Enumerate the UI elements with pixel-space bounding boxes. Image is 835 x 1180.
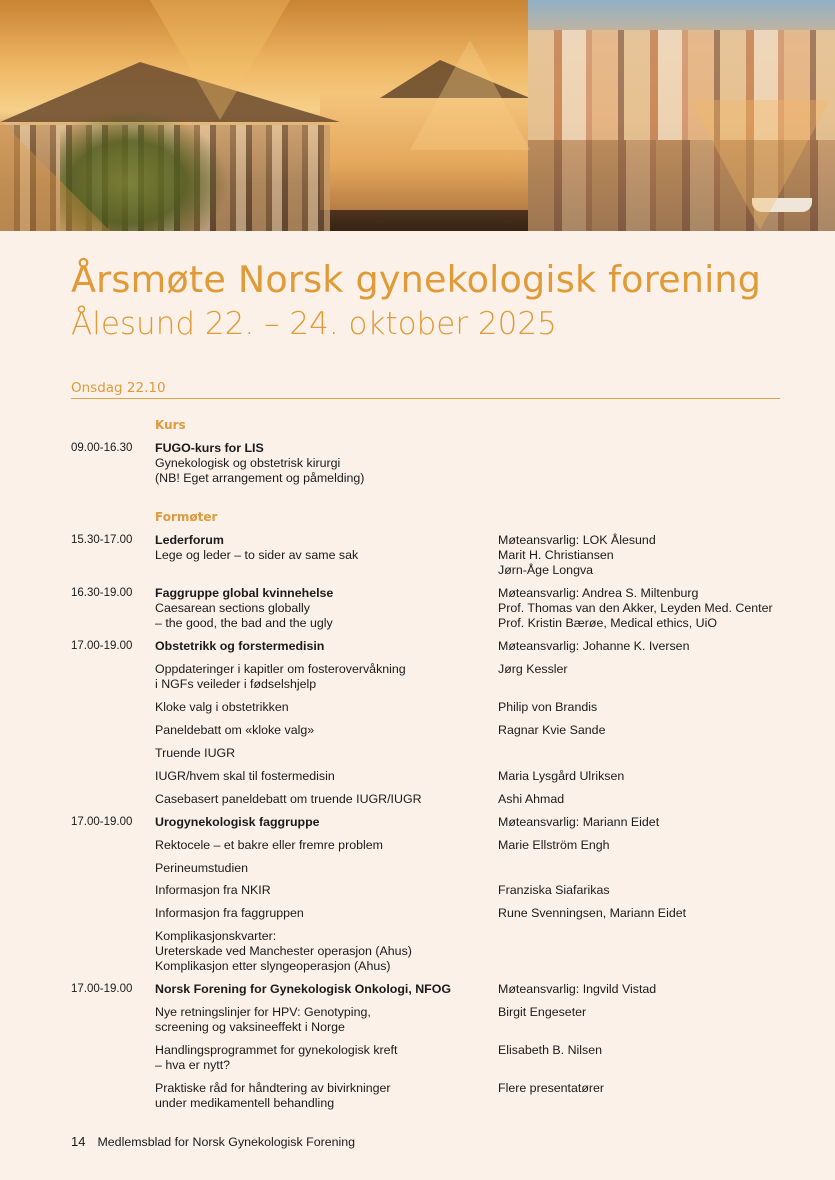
talk-line: Praktiske råd for håndtering av bivirkninger — [155, 1081, 391, 1095]
speaker: Franziska Siafarikas — [498, 883, 610, 897]
session-title: Faggruppe global kvinnehelse — [155, 586, 334, 600]
speaker: Rune Svenningsen, Mariann Eidet — [498, 906, 687, 920]
talk-line: Handlingsprogrammet for gynekologisk kreft — [155, 1043, 398, 1057]
section-heading-formoter: Formøter — [155, 510, 218, 524]
responsible-line: Møteansvarlig: Mariann Eidet — [498, 815, 660, 829]
talk-line: IUGR/hvem skal til fostermedisin — [155, 769, 335, 783]
talk-line: Rektocele – et bakre eller fremre problem — [155, 838, 383, 852]
program — [155, 441, 490, 487]
page-number: 14 — [71, 1134, 86, 1149]
talk-line: Kloke valg i obstetrikken — [155, 700, 289, 714]
time: 17.00-19.00 — [71, 983, 133, 995]
speaker: Jørg Kessler — [498, 662, 568, 676]
session-title: Norsk Forening for Gynekologisk Onkologi, NFOG — [155, 982, 452, 996]
talk-line: Komplikasjonskvarter: — [155, 929, 277, 943]
session-title: Urogynekologisk faggruppe — [155, 815, 320, 829]
talk-line: – hva er nytt? — [155, 1058, 231, 1073]
responsible — [498, 982, 798, 997]
talk-line: Casebasert paneldebatt om truende IUGR/IUGR — [155, 792, 422, 806]
footer — [71, 1134, 355, 1149]
talk-line: Paneldebatt om «kloke valg» — [155, 723, 315, 737]
time: 09.00-16.30 — [71, 442, 133, 454]
speaker: Marie Ellström Engh — [498, 838, 610, 852]
header-banner-image — [0, 0, 835, 231]
responsible-line: Møteansvarlig: Johanne K. Iversen — [498, 639, 690, 653]
session-title: Obstetrikk og forstermedisin — [155, 639, 325, 653]
responsible — [498, 639, 798, 654]
talk-line: Komplikasjon etter slyngeoperasjon (Ahus) — [155, 959, 391, 974]
speaker: Flere presentatører — [498, 1081, 605, 1095]
talk-line: Nye retningslinjer for HPV: Genotyping, — [155, 1005, 371, 1019]
responsible — [498, 586, 798, 632]
program — [155, 1043, 490, 1073]
speaker: Birgit Engeseter — [498, 1005, 587, 1019]
time: 17.00-19.00 — [71, 640, 133, 652]
talk-line: i NGFs veileder i fødselshjelp — [155, 677, 317, 692]
speaker: Ashi Ahmad — [498, 792, 565, 806]
responsible-line: Møteansvarlig: LOK Ålesund — [498, 533, 656, 547]
speaker: Maria Lysgård Ulriksen — [498, 769, 625, 783]
responsible-line: Prof. Thomas van den Akker, Leyden Med. Center — [498, 601, 773, 616]
page-title: Årsmøte Norsk gynekologisk forening — [71, 258, 762, 301]
decorative-triangle — [410, 40, 530, 150]
talk-line: under medikamentell behandling — [155, 1096, 335, 1111]
program — [155, 533, 490, 563]
program — [155, 929, 490, 975]
page-subtitle: Ålesund 22. – 24. oktober 2025 — [71, 306, 557, 342]
session-line: Lege og leder – to sider av same sak — [155, 548, 359, 563]
program — [155, 639, 490, 654]
section-heading-kurs: Kurs — [155, 418, 186, 432]
responsible-line: Marit H. Christiansen — [498, 548, 614, 563]
program — [155, 662, 490, 692]
program — [155, 586, 490, 632]
session-title: Lederforum — [155, 533, 224, 547]
divider — [71, 398, 780, 399]
program — [155, 815, 490, 830]
speaker: Elisabeth B. Nilsen — [498, 1043, 602, 1057]
time: 15.30-17.00 — [71, 534, 133, 546]
session-line: Gynekologisk og obstetrisk kirurgi — [155, 456, 341, 471]
footer-text: Medlemsblad for Norsk Gynekologisk Forening — [97, 1135, 356, 1149]
responsible-line: Møteansvarlig: Ingvild Vistad — [498, 982, 657, 996]
time: 17.00-19.00 — [71, 816, 133, 828]
responsible-line: Møteansvarlig: Andrea S. Miltenburg — [498, 586, 699, 600]
speaker: Ragnar Kvie Sande — [498, 723, 606, 737]
decorative-triangle — [150, 0, 290, 120]
talk-line: screening og vaksineeffekt i Norge — [155, 1020, 345, 1035]
session-title: FUGO-kurs for LIS — [155, 441, 264, 455]
talk-line: Oppdateringer i kapitler om fosterovervåkning — [155, 662, 406, 676]
session-line: (NB! Eget arrangement og påmelding) — [155, 471, 365, 486]
talk-line: Perineumstudien — [155, 861, 248, 875]
time: 16.30-19.00 — [71, 587, 133, 599]
talk-line: Truende IUGR — [155, 746, 236, 760]
program — [155, 982, 490, 997]
program — [155, 1081, 490, 1111]
session-line: Caesarean sections globally — [155, 601, 310, 616]
responsible — [498, 533, 798, 579]
responsible-line: Prof. Kristin Bærøe, Medical ethics, UiO — [498, 616, 717, 631]
speaker: Philip von Brandis — [498, 700, 598, 714]
responsible — [498, 815, 798, 830]
decorative-triangle — [690, 100, 830, 230]
session-line: – the good, the bad and the ugly — [155, 616, 333, 631]
responsible-line: Jørn-Åge Longva — [498, 563, 594, 578]
talk-line: Ureterskade ved Manchester operasjon (Ahus) — [155, 944, 412, 959]
talk-line: Informasjon fra NKIR — [155, 883, 271, 897]
day-heading: Onsdag 22.10 — [71, 380, 166, 396]
decorative-triangle — [0, 120, 110, 231]
talk-line: Informasjon fra faggruppen — [155, 906, 304, 920]
program — [155, 1005, 490, 1035]
